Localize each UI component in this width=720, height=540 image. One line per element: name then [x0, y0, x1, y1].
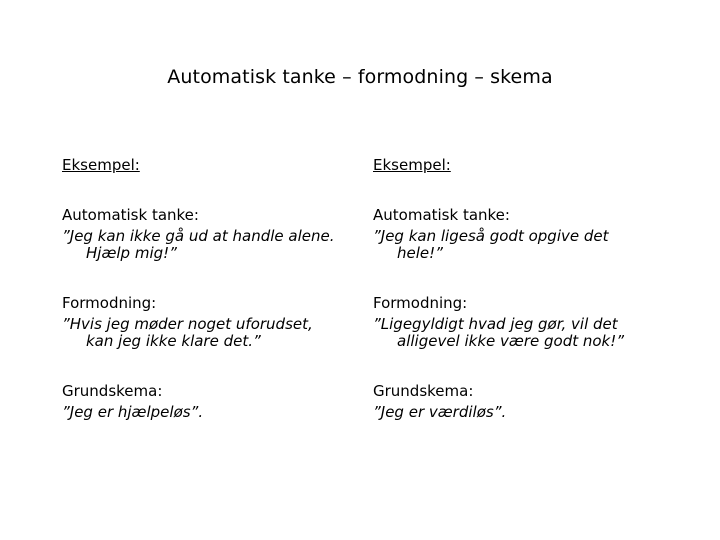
assumption-label-right: Formodning:: [373, 294, 468, 312]
automatic-thought-line1-left: ”Jeg kan ikke gå ud at handle alene.: [62, 227, 335, 245]
schema-block-right: [373, 382, 683, 470]
automatic-thought-line1-right: ”Jeg kan ligeså godt opgive det: [373, 227, 609, 245]
automatic-thought-text-right: [373, 228, 683, 262]
automatic-thought-label-left: Automatisk tanke:: [62, 206, 199, 224]
assumption-line2-left: kan jeg ikke klare det.”: [86, 332, 261, 350]
assumption-block-left: [62, 294, 372, 382]
assumption-text-right: [373, 316, 683, 350]
example-heading-right: Eksempel:: [373, 156, 451, 174]
assumption-line1-left: ”Hvis jeg møder noget uforudset,: [62, 315, 313, 333]
assumption-line2-right: alligevel ikke være godt nok!”: [397, 332, 625, 350]
schema-label-right: Grundskema:: [373, 382, 474, 400]
schema-text-right: ”Jeg er værdiløs”.: [373, 403, 507, 421]
automatic-thought-text-left: [62, 228, 372, 262]
example-heading-left: Eksempel:: [62, 156, 140, 174]
automatic-thought-line2-right: hele!”: [397, 244, 443, 262]
right-column: [373, 156, 683, 470]
automatic-thought-block-left: [62, 206, 372, 294]
automatic-thought-line2-left: Hjælp mig!”: [86, 244, 177, 262]
left-column: [62, 156, 372, 470]
assumption-label-left: Formodning:: [62, 294, 157, 312]
automatic-thought-label-right: Automatisk tanke:: [373, 206, 510, 224]
automatic-thought-block-right: [373, 206, 683, 294]
schema-block-left: [62, 382, 372, 470]
schema-text-left: ”Jeg er hjælpeløs”.: [62, 403, 204, 421]
assumption-block-right: [373, 294, 683, 382]
page-title: Automatisk tanke – formodning – skema: [167, 66, 553, 88]
assumption-line1-right: ”Ligegyldigt hvad jeg gør, vil det: [373, 315, 618, 333]
schema-label-left: Grundskema:: [62, 382, 163, 400]
assumption-text-left: [62, 316, 372, 350]
